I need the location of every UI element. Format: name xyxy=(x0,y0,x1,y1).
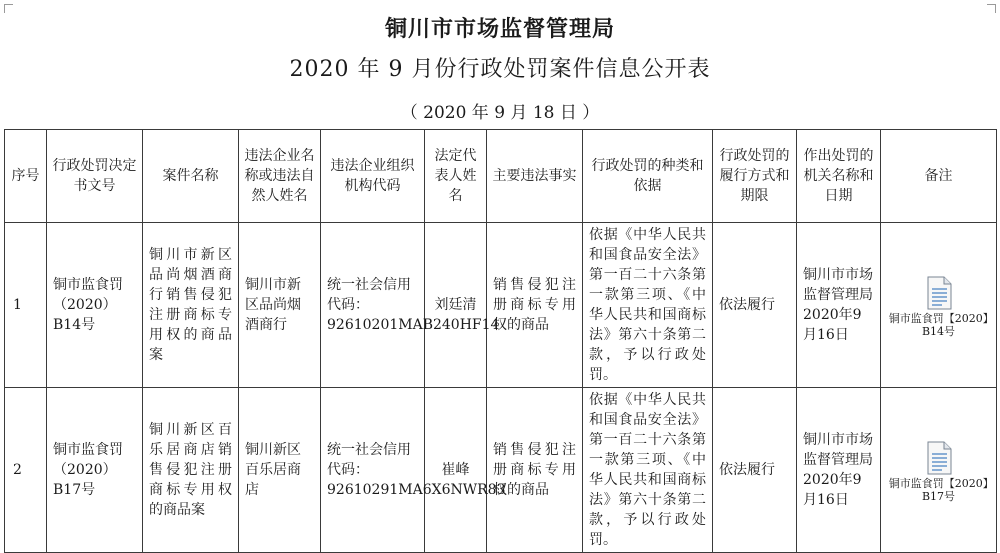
penalty-info-table xyxy=(4,129,997,553)
legal-representative: 刘廷清 xyxy=(425,223,487,388)
document-date: （ 2020 年 9 月 18 日 ） xyxy=(400,103,600,123)
document-file-icon xyxy=(924,441,954,475)
penalty-basis: 依据《中华人民共和国食品安全法》第一百二十六条第一款第三项、《中华人民共和国商标法》第六十条第二款，予以行政处罚。 xyxy=(583,223,713,388)
party-name: 铜川市新区品尚烟酒商行 xyxy=(239,223,321,388)
party-name: 铜川新区百乐居商店 xyxy=(239,388,321,553)
org-code: 统一社会信用代码：92610201MAB240HF14 xyxy=(321,223,425,388)
fulfillment-method: 依法履行 xyxy=(713,223,797,388)
remarks-cell xyxy=(881,223,997,388)
column-header: 行政处罚决定书文号 xyxy=(47,130,143,223)
violation-facts: 销售侵犯注册商标专用权的商品 xyxy=(487,388,583,553)
column-header: 行政处罚的履行方式和期限 xyxy=(713,130,797,223)
attachment-link[interactable] xyxy=(887,437,990,503)
table-row xyxy=(5,223,997,388)
penalty-basis: 依据《中华人民共和国食品安全法》第一百二十六条第一款第三项、《中华人民共和国商标法》第六十条第二款，予以行政处罚。 xyxy=(583,388,713,553)
table-header-row xyxy=(5,130,997,223)
legal-representative: 崔峰 xyxy=(425,388,487,553)
column-header: 备注 xyxy=(881,130,997,223)
attachment-label: 铜市监食罚【2020】B14号 xyxy=(888,312,989,338)
column-header: 违法企业组织机构代码 xyxy=(321,130,425,223)
column-header: 案件名称 xyxy=(143,130,239,223)
column-header: 作出处罚的机关名称和日期 xyxy=(797,130,881,223)
remarks-cell xyxy=(881,388,997,553)
document-title: 铜川市市场监督管理局 xyxy=(384,16,615,42)
column-header: 违法企业名称或违法自然人姓名 xyxy=(239,130,321,223)
case-name: 铜川市新区品尚烟酒商行销售侵犯注册商标专用权的商品案 xyxy=(143,223,239,388)
column-header: 序号 xyxy=(5,130,47,223)
column-header: 法定代表人姓名 xyxy=(425,130,487,223)
document-subtitle: 2020 年 9 月份行政处罚案件信息公开表 xyxy=(289,57,711,82)
fulfillment-method: 依法履行 xyxy=(713,388,797,553)
decision-doc-number: 铜市监食罚（2020）B14号 xyxy=(47,223,143,388)
violation-facts: 销售侵犯注册商标专用权的商品 xyxy=(487,223,583,388)
authority-and-date: 铜川市市场监督管理局2020年9月16日 xyxy=(797,223,881,388)
table-row xyxy=(5,388,997,553)
decision-doc-number: 铜市监食罚（2020）B17号 xyxy=(47,388,143,553)
case-name: 铜川新区百乐居商店销售侵犯注册商标专用权的商品案 xyxy=(143,388,239,553)
row-number: 1 xyxy=(5,223,47,388)
authority-and-date: 铜川市市场监督管理局2020年9月16日 xyxy=(797,388,881,553)
attachment-link[interactable] xyxy=(887,272,990,338)
column-header: 主要违法事实 xyxy=(487,130,583,223)
attachment-label: 铜市监食罚【2020】B17号 xyxy=(888,477,989,503)
row-number: 2 xyxy=(5,388,47,553)
column-header: 行政处罚的种类和依据 xyxy=(583,130,713,223)
document-file-icon xyxy=(924,276,954,310)
org-code: 统一社会信用代码：92610291MA6X6NWR83 xyxy=(321,388,425,553)
